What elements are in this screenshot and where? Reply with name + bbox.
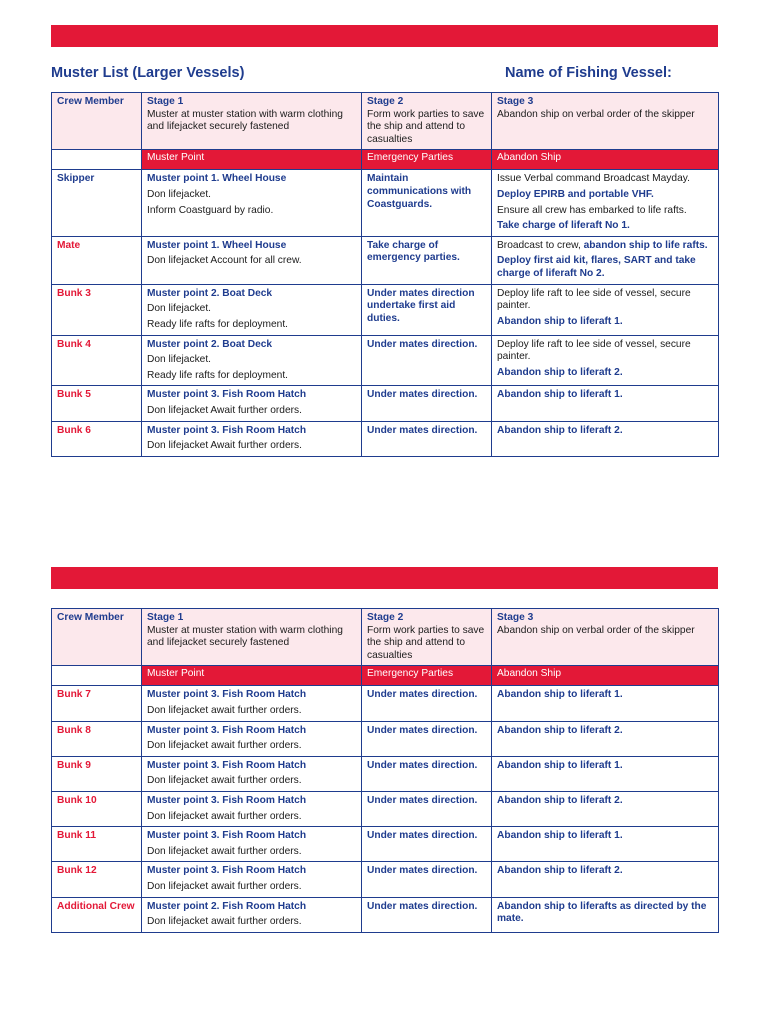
crew-cell: Bunk 9 [52,756,142,791]
emergency-cell: Under mates direction. [362,862,492,897]
table-row [52,335,719,386]
muster-cell: Muster point 3. Fish Room Hatch Don lifejacket Await further orders. [142,386,362,421]
stage2-header: Stage 2 Form work parties to save the ship and attend to casualties [362,609,492,666]
abandon-ship-header: Abandon Ship [492,150,719,170]
stage3-header: Stage 3 Abandon ship on verbal order of the skipper [492,93,719,150]
muster-cell: Muster point 3. Fish Room Hatch Don lifejacket await further orders. [142,862,362,897]
table-row [52,170,719,236]
table-row [52,862,719,897]
emergency-cell: Take charge of emergency parties. [362,236,492,284]
stage1-header: Stage 1 Muster at muster station with warm clothing and lifejacket securely fastened [142,609,362,666]
page-title: Muster List (Larger Vessels) [51,65,245,81]
abandon-cell: Deploy life raft to lee side of vessel, secure painter. Abandon ship to liferaft 2. [492,335,719,386]
section-header-row [52,666,719,686]
vessel-name-label: Name of Fishing Vessel: [505,65,672,81]
muster-cell: Muster point 3. Fish Room Hatch Don lifejacket await further orders. [142,791,362,826]
abandon-cell: Abandon ship to liferaft 1. [492,686,719,721]
abandon-ship-header: Abandon Ship [492,666,719,686]
emergency-parties-header: Emergency Parties [362,150,492,170]
stage1-header: Stage 1 Muster at muster station with warm clothing and lifejacket securely fastened [142,93,362,150]
table-row [52,421,719,456]
stage3-header: Stage 3 Abandon ship on verbal order of the skipper [492,609,719,666]
crew-cell: Bunk 7 [52,686,142,721]
crew-cell: Bunk 8 [52,721,142,756]
table-row [52,386,719,421]
abandon-cell: Broadcast to crew, abandon ship to life rafts. Deploy first aid kit, flares, SART and take charge of liferaft No 2. [492,236,719,284]
table-row [52,721,719,756]
stage-header-row [52,609,719,666]
abandon-cell: Deploy life raft to lee side of vessel, secure painter. Abandon ship to liferaft 1. [492,284,719,335]
table-row [52,686,719,721]
emergency-cell: Under mates direction undertake first aid duties. [362,284,492,335]
emergency-cell: Under mates direction. [362,421,492,456]
crew-cell: Additional Crew [52,897,142,932]
abandon-cell: Abandon ship to liferaft 2. [492,721,719,756]
emergency-cell: Under mates direction. [362,721,492,756]
emergency-cell: Under mates direction. [362,897,492,932]
muster-table-2 [51,608,719,933]
muster-cell: Muster point 2. Fish Room Hatch Don lifejacket await further orders. [142,897,362,932]
stage2-header: Stage 2 Form work parties to save the ship and attend to casualties [362,93,492,150]
crew-cell: Bunk 3 [52,284,142,335]
crew-cell: Bunk 11 [52,827,142,862]
table-row [52,236,719,284]
crew-cell: Bunk 10 [52,791,142,826]
emergency-cell: Under mates direction. [362,335,492,386]
crew-cell: Bunk 6 [52,421,142,456]
crew-cell: Skipper [52,170,142,236]
muster-cell: Muster point 3. Fish Room Hatch Don lifejacket Await further orders. [142,421,362,456]
abandon-cell: Abandon ship to liferaft 2. [492,421,719,456]
crew-member-header: Crew Member [52,609,142,666]
abandon-cell: Issue Verbal command Broadcast Mayday. Deploy EPIRB and portable VHF. Ensure all crew has embarked to life rafts. Take charge of liferaft No 1. [492,170,719,236]
table-row [52,897,719,932]
abandon-cell: Abandon ship to liferaft 1. [492,386,719,421]
table-row [52,827,719,862]
middle-red-bar [51,567,718,589]
emergency-cell: Under mates direction. [362,756,492,791]
muster-table-1 [51,92,719,457]
muster-cell: Muster point 3. Fish Room Hatch Don lifejacket await further orders. [142,756,362,791]
emergency-cell: Under mates direction. [362,386,492,421]
muster-cell: Muster point 2. Boat Deck Don lifejacket. Ready life rafts for deployment. [142,335,362,386]
muster-cell: Muster point 1. Wheel House Don lifejacket Account for all crew. [142,236,362,284]
top-red-bar [51,25,718,47]
abandon-cell: Abandon ship to liferaft 1. [492,827,719,862]
emergency-cell: Under mates direction. [362,791,492,826]
crew-cell: Mate [52,236,142,284]
section-header-row [52,150,719,170]
muster-point-header: Muster Point [142,150,362,170]
muster-cell: Muster point 1. Wheel House Don lifejacket. Inform Coastguard by radio. [142,170,362,236]
muster-cell: Muster point 3. Fish Room Hatch Don lifejacket await further orders. [142,827,362,862]
stage-header-row [52,93,719,150]
muster-point-header: Muster Point [142,666,362,686]
emergency-cell: Under mates direction. [362,686,492,721]
table-row [52,791,719,826]
muster-cell: Muster point 3. Fish Room Hatch Don lifejacket await further orders. [142,721,362,756]
crew-cell: Bunk 5 [52,386,142,421]
crew-cell: Bunk 4 [52,335,142,386]
abandon-cell: Abandon ship to liferaft 2. [492,791,719,826]
abandon-cell: Abandon ship to liferaft 2. [492,862,719,897]
abandon-cell: Abandon ship to liferaft 1. [492,756,719,791]
table-row [52,284,719,335]
table-row [52,756,719,791]
muster-cell: Muster point 3. Fish Room Hatch Don lifejacket await further orders. [142,686,362,721]
emergency-parties-header: Emergency Parties [362,666,492,686]
crew-cell: Bunk 12 [52,862,142,897]
emergency-cell: Maintain communications with Coastguards. [362,170,492,236]
muster-cell: Muster point 2. Boat Deck Don lifejacket. Ready life rafts for deployment. [142,284,362,335]
abandon-cell: Abandon ship to liferafts as directed by the mate. [492,897,719,932]
crew-member-header: Crew Member [52,93,142,150]
emergency-cell: Under mates direction. [362,827,492,862]
